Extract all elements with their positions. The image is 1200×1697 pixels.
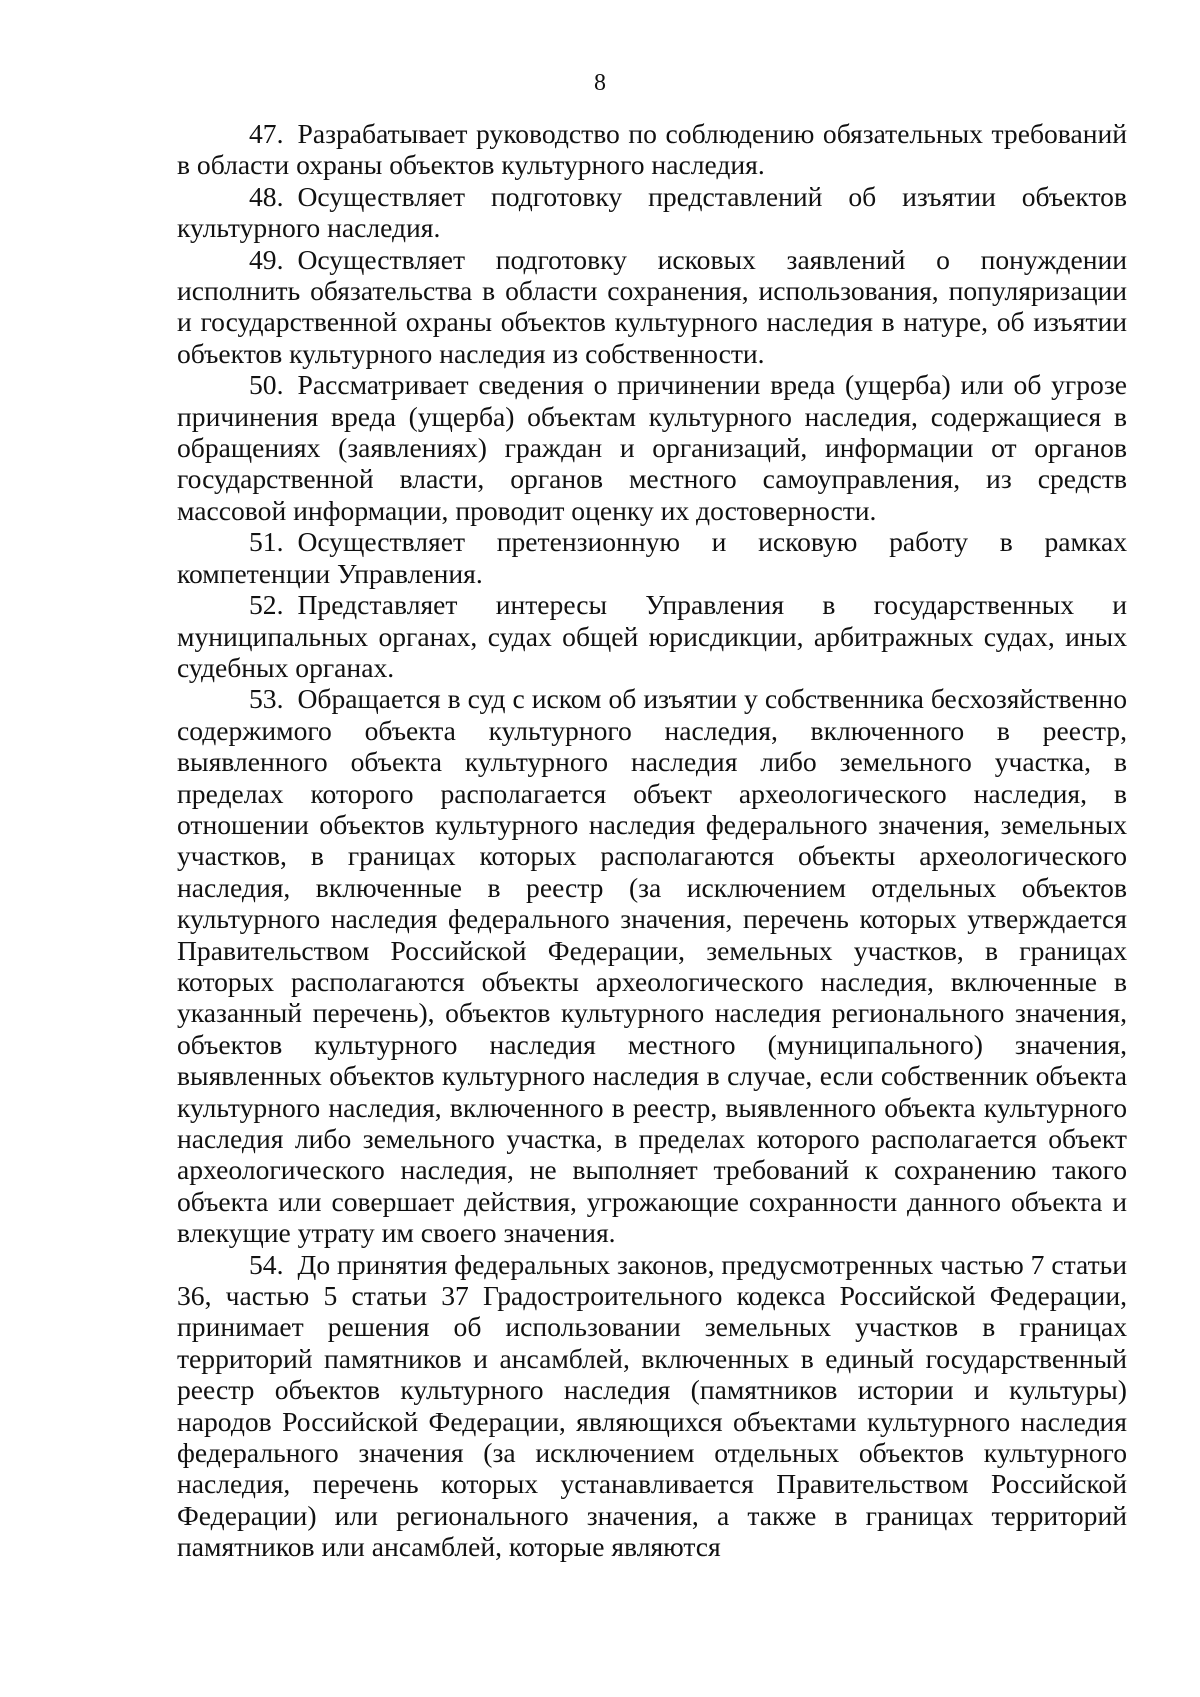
clause-50 (177, 369, 1127, 526)
clause-text: Осуществляет подготовку представлений об изъятии объектов культурного наследия. (177, 180, 1127, 244)
clause-number: 49. (249, 243, 284, 275)
clause-47 (177, 118, 1127, 181)
clause-text: Осуществляет подготовку исковых заявлений о понуждении исполнить обязательства в области сохранения, использования, популяризации и государственной охраны объектов культурного наследия в натуре, об изъятии объектов культурного наследия из собственности. (177, 243, 1127, 369)
clause-49 (177, 244, 1127, 370)
clause-text: Разрабатывает руководство по соблюдению обязательных требований в области охраны объектов культурного наследия. (177, 118, 1127, 181)
clause-51 (177, 526, 1127, 589)
clause-number: 51. (249, 526, 284, 558)
clause-52 (177, 589, 1127, 683)
clause-text: Рассматривает сведения о причинении вреда (ущерба) или об угрозе причинения вреда (ущерба) объектам культурного наследия, содержащиеся в обращениях (заявлениях) граждан и организаций, информации от органов государственной власти, органов местного самоуправления, из средств массовой информации, проводит оценку их достоверности. (177, 369, 1127, 526)
clause-number: 50. (249, 369, 284, 401)
clause-text: Обращается в суд с иском об изъятии у собственника бесхозяйственно содержимого объекта культурного наследия, включенного в реестр, выявленного объекта культурного наследия либо земельного участка, в пределах которого располагается объект археологического наследия, в отношении объектов культурного наследия федерального значения, земельных участков, в границах которых располагаются объекты археологического наследия, включенные в реестр (за исключением отдельных объектов культурного наследия федерального значения, перечень которых утверждается Правительством Российской Федерации, земельных участков, в границах которых располагаются объекты археологического наследия, включенные в указанный перечень), объектов культурного наследия регионального значения, объектов культурного наследия местного (муниципального) значения, выявленных объектов культурного наследия в случае, если собственник объекта культурного наследия, включенного в реестр, выявленного объекта культурного наследия либо земельного участка, в пределах которого располагается объект археологического наследия, не выполняет требований к сохранению такого объекта или совершает действия, угрожающие сохранности данного объекта и влекущие утрату им своего значения. (177, 683, 1127, 1249)
clause-number: 54. (249, 1248, 284, 1280)
clause-text: Осуществляет претензионную и исковую работу в рамках компетенции Управления. (177, 526, 1127, 589)
clause-number: 52. (249, 589, 284, 621)
clause-text: Представляет интересы Управления в государственных и муниципальных органах, судах общей юрисдикции, арбитражных судах, иных судебных органах. (177, 589, 1127, 683)
clause-53 (177, 683, 1127, 1248)
clause-48 (177, 181, 1127, 244)
clause-number: 47. (249, 118, 284, 149)
page-number: 8 (594, 70, 606, 96)
clause-number: 48. (249, 180, 284, 212)
clause-54 (177, 1249, 1127, 1563)
document-body (177, 118, 1127, 1563)
clause-text: До принятия федеральных законов, предусмотренных частью 7 статьи 36, частью 5 статьи 37 Градостроительного кодекса Российской Федерации, принимает решения об использовании земельных участков в границах территорий памятников и ансамблей, включенных в единый государственный реестр объектов культурного наследия (памятников истории и культуры) народов Российской Федерации, являющихся объектами культурного наследия федерального значения (за исключением отдельных объектов культурного наследия, перечень которых устанавливается Правительством Российской Федерации) или регионального значения, а также в границах территорий памятников или ансамблей, которые являются (177, 1248, 1127, 1563)
clause-number: 53. (249, 683, 284, 715)
